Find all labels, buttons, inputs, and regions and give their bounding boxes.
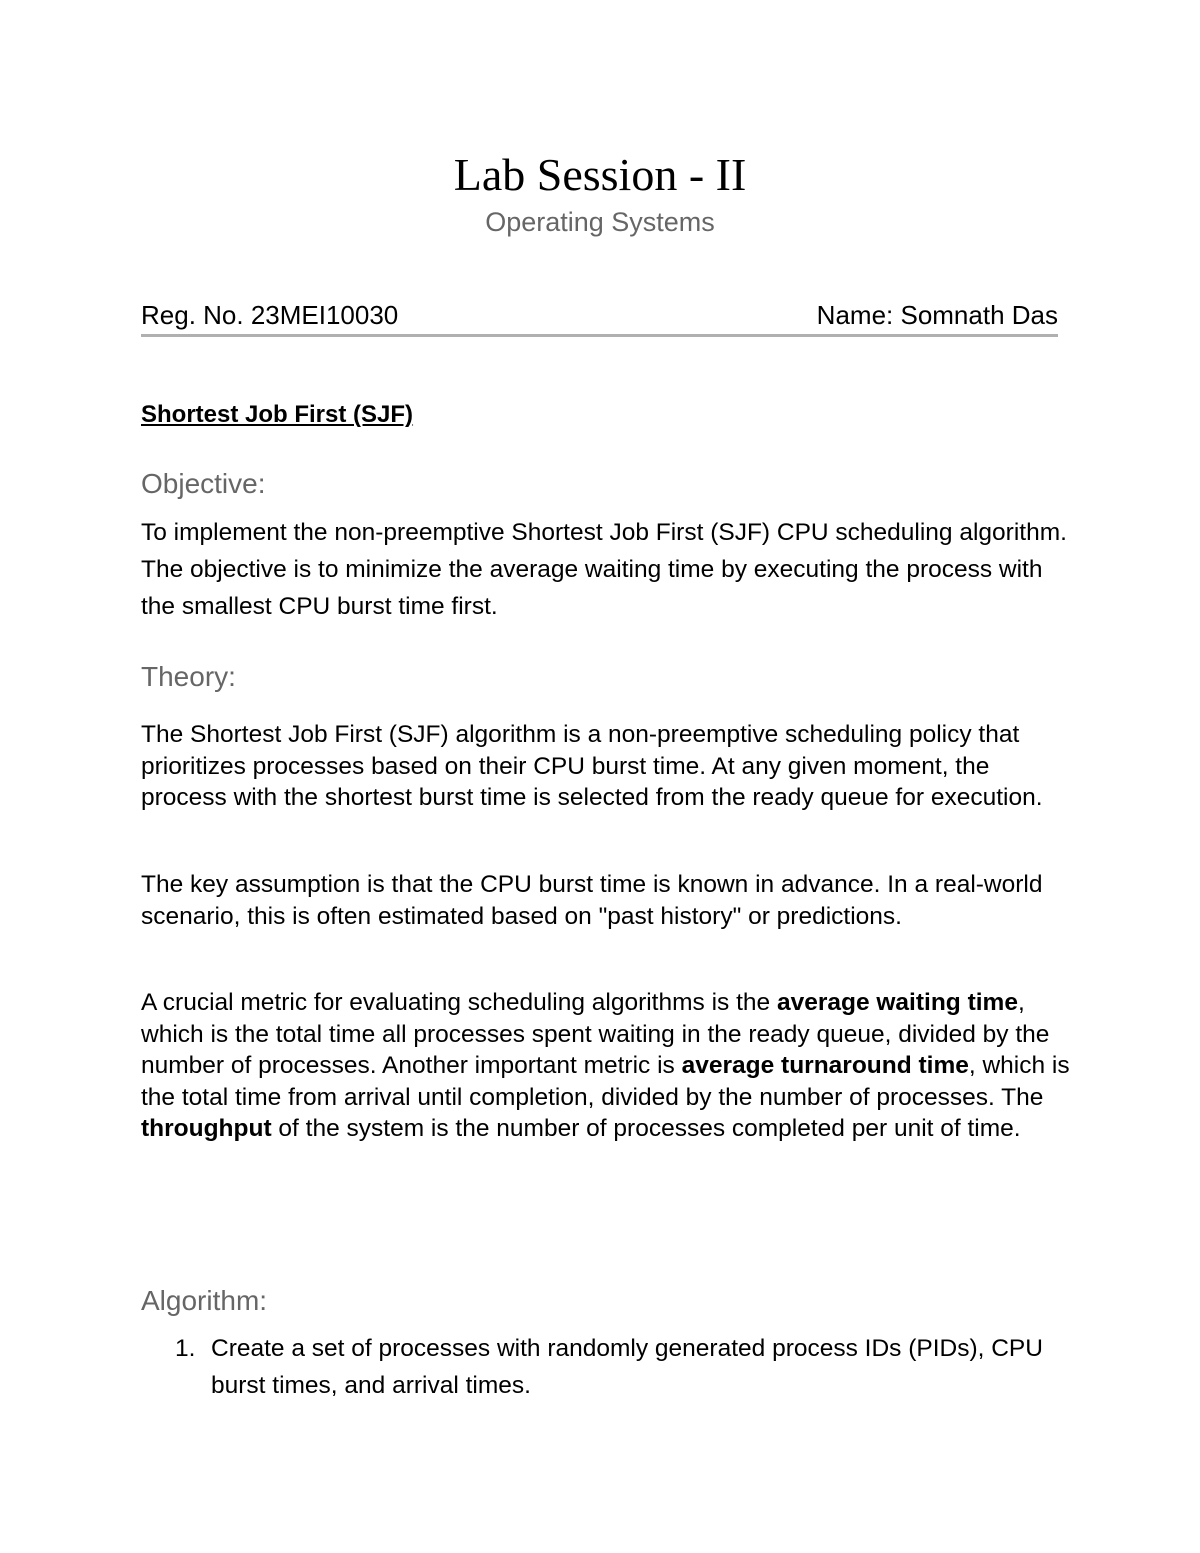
algorithm-heading: Algorithm: <box>141 1285 268 1316</box>
student-info-row <box>141 298 1058 334</box>
objective-heading: Objective: <box>141 468 266 499</box>
theory-heading: Theory: <box>141 661 236 692</box>
theory-paragraph-3 <box>141 987 1071 1145</box>
header-divider <box>141 334 1058 337</box>
term-average-turnaround-time: average turnaround time <box>681 1052 969 1079</box>
list-item <box>141 1330 1071 1404</box>
theory-p3-text-4: of the system is the number of processes completed per unit of time. <box>271 1115 1021 1142</box>
page-subtitle: Operating Systems <box>485 207 715 237</box>
algorithm-steps-list <box>141 1330 1071 1404</box>
page-title: Lab Session - II <box>453 149 747 200</box>
registration-number: Reg. No. 23MEI10030 <box>141 300 399 330</box>
theory-p3-text-1: A crucial metric for evaluating scheduling algorithms is the <box>141 989 777 1016</box>
objective-text: To implement the non-preemptive Shortest Job First (SJF) CPU scheduling algorithm. The objective is to minimize the average waiting time by executing the process with the smallest CPU burst time first. <box>141 519 1067 620</box>
theory-paragraph-1: The Shortest Job First (SJF) algorithm is a non-preemptive scheduling policy that prioritizes processes based on their CPU burst time. At any given moment, the process with the shortest burst time is selected from the ready queue for execution. <box>141 721 1043 811</box>
term-throughput: throughput <box>141 1115 272 1142</box>
theory-paragraph-2: The key assumption is that the CPU burst time is known in advance. In a real-world scenario, this is often estimated based on "past history" or predictions. <box>141 871 1043 930</box>
term-average-waiting-time: average waiting time <box>776 989 1018 1016</box>
theory-p3-text-2: , which is the total time all processes spent waiting in the ready queue, divided by the number of processes. Another important metric is <box>141 989 1050 1079</box>
list-item-text: Create a set of processes with randomly generated process IDs (PIDs), CPU burst times, and arrival times. <box>211 1335 1043 1399</box>
theory-p3-text-3: , which is the total time from arrival until completion, divided by the number of processes. The <box>141 1052 1070 1111</box>
list-item-number: 1. <box>175 1335 196 1362</box>
section-title: Shortest Job First (SJF) <box>141 401 414 428</box>
student-name: Name: Somnath Das <box>816 300 1058 330</box>
